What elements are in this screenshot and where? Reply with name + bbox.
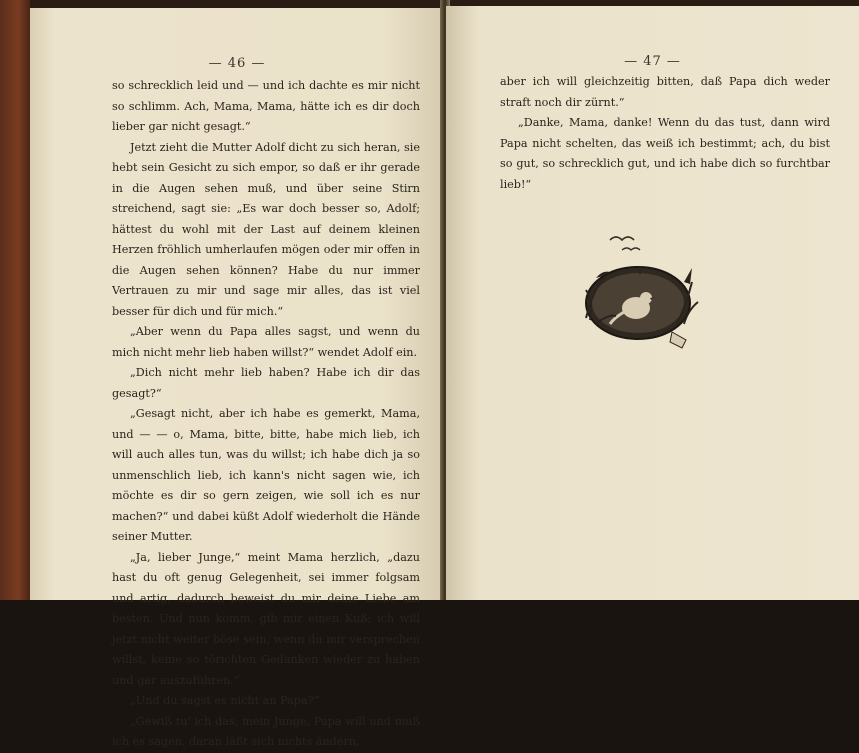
right-page xyxy=(446,6,859,600)
vignette-illustration-icon xyxy=(576,228,706,358)
paragraph: „Und du sagst es nicht an Papa?“ xyxy=(130,694,320,707)
paragraph: „Ja, lieber Junge,“ meint Mama herzlich, „dazu hast du oft genug Gelegenheit, sei immer folgsam und artig, dadurch beweist du mir deine Liebe am besten. Und nun komm, gib mir einen Kuß; ich will jetzt nicht weiter böse sein, wenn du mir versprechen willst, keine so törichten Gedanken wieder zu haben und gar auszuführen.“ xyxy=(112,550,420,687)
paragraph: „Gesagt nicht, aber ich habe es gemerkt, Mama, und — — o, Mama, bitte, bitte, habe mich lieb, ich will auch alles tun, was du willst; ich habe dich ja so unmenschlich lieb, ich kann's nicht sagen wie, ich möchte es dir so gern zeigen, wie soll ich es nur machen?“ und dabei küßt Adolf wiederholt die Hände seiner Mutter. xyxy=(112,407,420,543)
left-page xyxy=(30,8,444,748)
paragraph: „Gewiß tu' ich das, mein Junge, Papa will und muß ich es sagen, daran läßt sich nichts ändern, xyxy=(112,714,420,748)
page-number-right: — 47 — xyxy=(624,54,681,69)
paragraph: „Dich nicht mehr lieb haben? Habe ich dir das gesagt?“ xyxy=(112,366,420,400)
paragraph: „Danke, Mama, danke! Wenn du das tust, dann wird Papa nicht schelten, das weiß ich bestimmt; ach, du bist so gut, so schrecklich gut, und ich habe dich so furchtbar lieb!“ xyxy=(500,116,830,191)
paragraph: Jetzt zieht die Mutter Adolf dicht zu sich heran, sie hebt sein Gesicht zu sich empor, so daß er ihr gerade in die Augen sehen muß, und über seine Stirn streichend, sagt sie: „Es war doch besser so, Adolf; hättest du wohl mit der Last auf deinem kleinen Herzen fröhlich umherlaufen mögen oder mir offen in die Augen sehen können? Habe du nur immer Vertrauen zu mir und sage mir alles, das ist viel besser für dich und für mich.“ xyxy=(112,140,420,318)
book-cover-edge xyxy=(0,0,30,600)
paragraph: „Aber wenn du Papa alles sagst, und wenn du mich nicht mehr lieb haben willst?“ wendet Adolf ein. xyxy=(112,325,420,359)
left-page-text xyxy=(112,76,420,753)
paragraph: aber ich will gleichzeitig bitten, daß Papa dich weder straft noch dir zürnt.“ xyxy=(500,75,830,109)
page-number-left: — 46 — xyxy=(208,56,266,71)
paragraph: so schrecklich leid und — und ich dachte es mir nicht so schlimm. Ach, Mama, Mama, hätte ich es dir doch lieber gar nicht gesagt.“ xyxy=(112,79,420,133)
right-page-text xyxy=(500,72,830,195)
